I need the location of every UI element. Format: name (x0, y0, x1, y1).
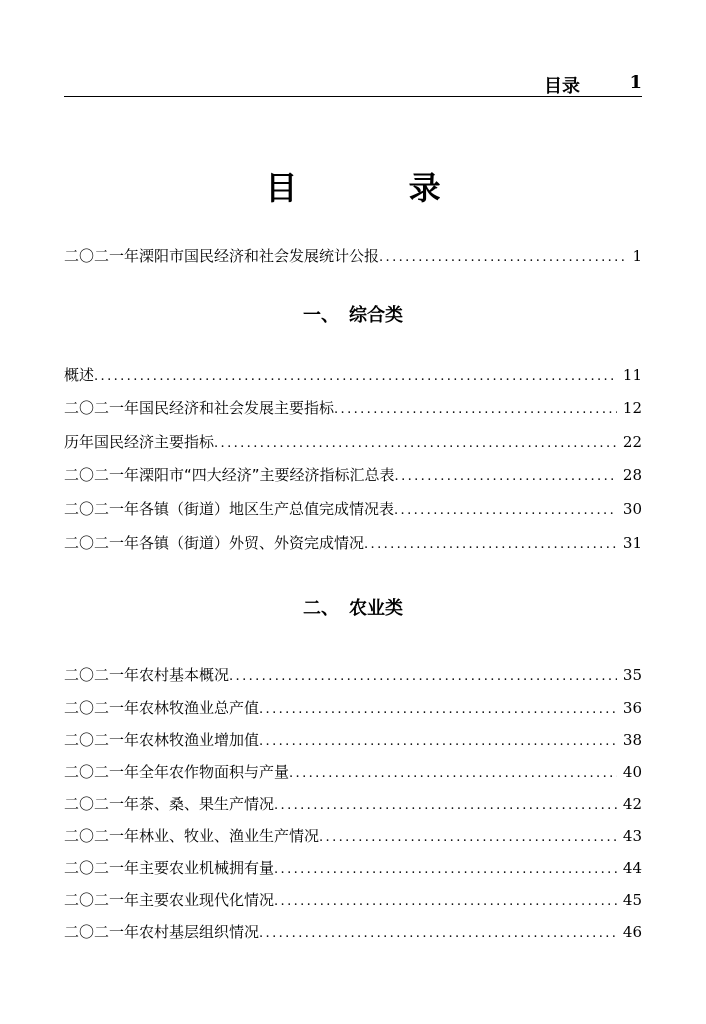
toc-entry-intro[interactable] (64, 245, 642, 267)
toc-entry-page: 30 (622, 500, 642, 518)
toc-entry-text: 二〇二一年农林牧渔业增加值 (64, 731, 260, 749)
page-title: 目 录 (265, 169, 491, 207)
toc-entry-text: 二〇二一年溧阳市国民经济和社会发展统计公报 (64, 247, 380, 265)
section-heading-2 (0, 594, 706, 620)
toc-entry-page: 22 (622, 433, 642, 451)
dot-leader (319, 827, 617, 849)
section-title: 农业类 (349, 598, 403, 619)
toc-entry-text: 历年国民经济主要指标 (64, 433, 215, 451)
toc-entry-page: 35 (622, 666, 642, 684)
toc-entry[interactable] (64, 431, 642, 453)
toc-entry-page: 38 (622, 731, 642, 749)
toc-entry[interactable] (64, 697, 642, 719)
toc-entry[interactable] (64, 889, 642, 911)
toc-entry-page: 11 (622, 366, 642, 384)
toc-entry-page: 44 (622, 859, 642, 877)
dot-leader (395, 466, 617, 488)
toc-entry-text: 二〇二一年农村基层组织情况 (64, 923, 260, 941)
toc-entry[interactable] (64, 364, 642, 386)
toc-entry-page: 36 (622, 699, 642, 717)
toc-entry-text: 二〇二一年农村基本概况 (64, 666, 230, 684)
dot-leader (274, 891, 617, 913)
toc-entry-page: 45 (622, 891, 642, 909)
running-header (64, 74, 642, 97)
toc-entry[interactable] (64, 729, 642, 751)
toc-entry[interactable] (64, 498, 642, 520)
toc-entry-text: 二〇二一年国民经济和社会发展主要指标 (64, 399, 335, 417)
header-page-number: 1 (629, 72, 642, 93)
toc-entry-page: 1 (632, 247, 642, 265)
toc-entry-text: 二〇二一年全年农作物面积与产量 (64, 763, 290, 781)
dot-leader (259, 699, 617, 721)
toc-entry-page: 42 (622, 795, 642, 813)
toc-entry-text: 二〇二一年各镇（街道）外贸、外资完成情况 (64, 534, 365, 552)
toc-entry-text: 二〇二一年林业、牧业、渔业生产情况 (64, 827, 320, 845)
toc-entry-text: 二〇二一年主要农业机械拥有量 (64, 859, 275, 877)
section-heading-1 (0, 301, 706, 327)
dot-leader (334, 399, 617, 421)
toc-entry[interactable] (64, 464, 642, 486)
toc-entry[interactable] (64, 921, 642, 943)
section-title: 综合类 (349, 305, 403, 326)
section-number: 二、 (303, 598, 339, 619)
toc-entry[interactable] (64, 857, 642, 879)
toc-entry[interactable] (64, 397, 642, 419)
toc-entry-page: 40 (622, 763, 642, 781)
toc-entry-text: 概述 (64, 366, 95, 384)
toc-entry-text: 二〇二一年溧阳市“四大经济”主要经济指标汇总表 (64, 466, 395, 484)
dot-leader (289, 763, 617, 785)
toc-entry-text: 二〇二一年茶、桑、果生产情况 (64, 795, 275, 813)
dot-leader (274, 859, 617, 881)
dot-leader (214, 433, 617, 455)
dot-leader (394, 500, 617, 522)
dot-leader (274, 795, 617, 817)
dot-leader (379, 247, 626, 269)
toc-entry[interactable] (64, 793, 642, 815)
toc-entry-text: 二〇二一年各镇（街道）地区生产总值完成情况表 (64, 500, 395, 518)
dot-leader (364, 534, 617, 556)
toc-entry[interactable] (64, 664, 642, 686)
toc-entry[interactable] (64, 825, 642, 847)
section-number: 一、 (303, 305, 339, 326)
toc-entry-page: 46 (622, 923, 642, 941)
toc-entry[interactable] (64, 532, 642, 554)
toc-entry[interactable] (64, 761, 642, 783)
toc-entry-page: 12 (622, 399, 642, 417)
dot-leader (259, 731, 617, 753)
toc-entry-page: 31 (622, 534, 642, 552)
toc-entry-text: 二〇二一年农林牧渔业总产值 (64, 699, 260, 717)
dot-leader (229, 666, 617, 688)
dot-leader (94, 366, 617, 388)
toc-entry-page: 43 (622, 827, 642, 845)
toc-entry-text: 二〇二一年主要农业现代化情况 (64, 891, 275, 909)
dot-leader (259, 923, 617, 945)
toc-entry-page: 28 (622, 466, 642, 484)
header-label: 目录 (544, 76, 580, 97)
